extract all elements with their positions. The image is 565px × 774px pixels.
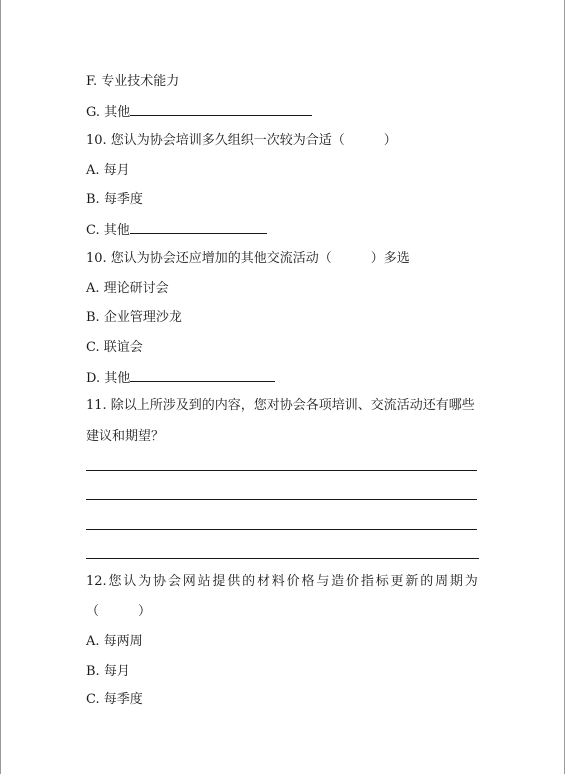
question-10-frequency: 10. 您认为协会培训多久组织一次较为合适（ ） (86, 133, 397, 148)
question-12-word: 认 (123, 574, 137, 589)
question-12-word: 与 (316, 574, 330, 589)
question-12-word: 的 (420, 574, 434, 589)
question-12-word: 供 (227, 574, 241, 589)
question-12-word: 格 (301, 574, 315, 589)
question-12-word: 为 (138, 574, 152, 589)
question-12-word: 标 (375, 574, 389, 589)
question-12-word: 新 (405, 574, 419, 589)
answer-line-4[interactable] (86, 558, 479, 559)
question-12-line-1 (86, 574, 478, 590)
question-12-word: 指 (360, 574, 374, 589)
option-g-fill-blank[interactable] (130, 103, 312, 116)
question-12-word: 提 (212, 574, 226, 589)
option-seminar: A. 理论研讨会 (86, 281, 169, 296)
question-12-word: 更 (390, 574, 404, 589)
question-12-word: 会 (167, 574, 181, 589)
option-other-fill-blank[interactable] (130, 221, 267, 234)
question-12-word: 站 (197, 574, 211, 589)
option-biweekly: A. 每两周 (86, 634, 143, 649)
option-other-activity-label: D. 其他 (86, 371, 131, 386)
answer-line-1[interactable] (86, 470, 477, 471)
answer-line-2[interactable] (86, 499, 477, 500)
option-quarterly-update: C. 每季度 (86, 692, 143, 707)
question-10-activities: 10. 您认为协会还应增加的其他交流活动（ ）多选 (86, 251, 410, 266)
option-other-activity (86, 369, 275, 387)
question-12-word: 价 (346, 574, 360, 589)
question-12-word: 协 (153, 574, 167, 589)
question-11-line-2: 建议和期望？ (86, 429, 165, 444)
option-g-label: G. 其他 (86, 105, 131, 120)
question-12-word: 网 (182, 574, 196, 589)
question-12-word: 造 (331, 574, 345, 589)
option-g-other (86, 103, 312, 121)
question-12-word: 材 (256, 574, 270, 589)
option-other-frequency (86, 221, 267, 239)
question-12-word: 周 (435, 574, 449, 589)
question-11-line-1: 11. 除以上所涉及到的内容，您对协会各项培训、交流活动还有哪些 (86, 398, 475, 413)
option-f-text: F. 专业技术能力 (86, 74, 180, 89)
question-12-word: 期 (449, 574, 463, 589)
question-12-word: 的 (242, 574, 256, 589)
question-12-word: 12. (86, 574, 107, 589)
question-12-word: 价 (286, 574, 300, 589)
question-12-line-2: （ ） (86, 604, 152, 619)
question-12-word: 为 (464, 574, 478, 589)
question-12-word: 您 (108, 574, 122, 589)
question-12-word: 料 (271, 574, 285, 589)
page-border-left (0, 0, 1, 774)
answer-line-3[interactable] (86, 529, 477, 530)
option-monthly: A. 每月 (86, 163, 130, 178)
option-social-gathering: C. 联谊会 (86, 340, 143, 355)
option-quarterly: B. 每季度 (86, 192, 143, 207)
option-other-activity-fill-blank[interactable] (130, 369, 275, 382)
option-other-label: C. 其他 (86, 223, 130, 238)
option-management-salon: B. 企业管理沙龙 (86, 310, 182, 325)
option-monthly-update: B. 每月 (86, 664, 130, 679)
